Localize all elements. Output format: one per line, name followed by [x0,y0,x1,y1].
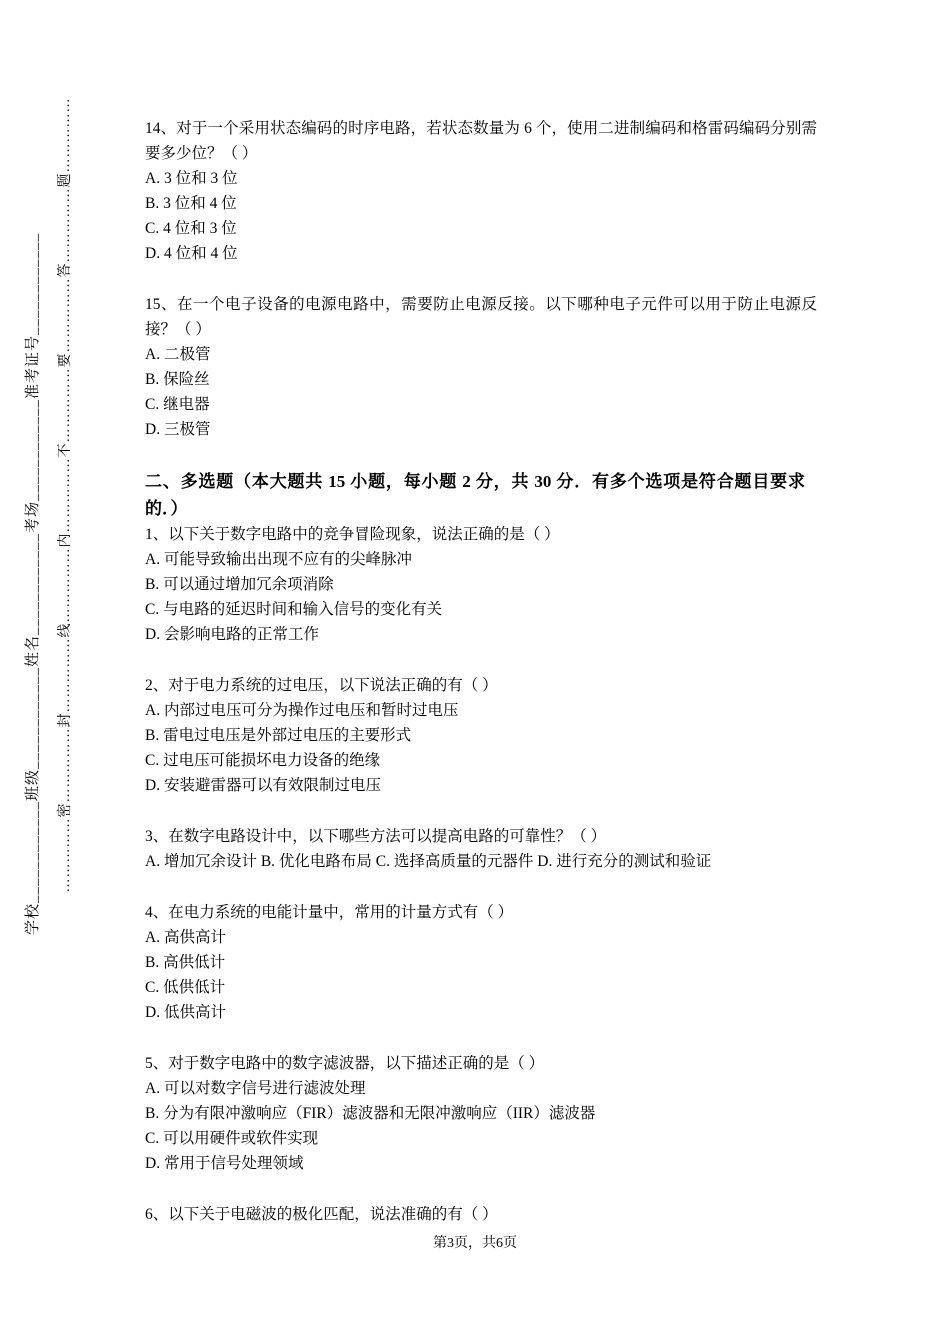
question-15-option-c: C. 继电器 [145,396,210,413]
exam-content [145,116,817,1227]
multi-question-2-option-c: C. 过电压可能损坏电力设备的绝缘 [145,752,381,769]
multi-question-1-option-d: D. 会影响电路的正常工作 [145,626,319,643]
question-15-option-b: B. 保险丝 [145,371,210,388]
multi-question-1-option-a: A. 可能导致输出出现不应有的尖峰脉冲 [145,551,412,568]
question-14-option-c: C. 4 位和 3 位 [145,220,237,237]
question-15-option-a: A. 二极管 [145,346,211,363]
multi-question-4-option-a: A. 高供高计 [145,929,226,946]
question-15-option-d: D. 三极管 [145,421,211,438]
student-info-fields: 学校____________班级____________姓名____________考场____________准考证号____________ [25,232,41,935]
page-footer: 第3页，共6页 [433,1236,517,1251]
multi-question-1-option-c: C. 与电路的延迟时间和输入信号的变化有关 [145,601,443,618]
multi-question-1-stem: 1、以下关于数字电路中的竞争冒险现象，说法正确的是（ ） [145,526,560,543]
multi-question-3 [145,824,817,874]
multi-question-4-option-d: D. 低供高计 [145,1004,226,1021]
question-14-stem: 14、对于一个采用状态编码的时序电路，若状态数量为 6 个，使用二进制编码和格雷码编码分别需要多少位？（ ） [145,120,817,162]
multi-question-3-stem: 3、在数字电路设计中，以下哪些方法可以提高电路的可靠性？（ ） [145,828,607,845]
multi-question-2-option-a: A. 内部过电压可分为操作过电压和暂时过电压 [145,702,459,719]
multi-question-5-option-b: B. 分为有限冲激响应（FIR）滤波器和无限冲激响应（IIR）滤波器 [145,1105,596,1122]
multi-question-6 [145,1202,817,1227]
question-14 [145,116,817,266]
multi-question-5 [145,1051,817,1176]
multi-question-2-stem: 2、对于电力系统的过电压，以下说法正确的有（ ） [145,677,498,694]
multi-question-5-stem: 5、对于数字电路中的数字滤波器，以下描述正确的是（ ） [145,1055,545,1072]
section-2-title: 二、多选题（本大题共 15 小题，每小题 2 分，共 30 分．有多个选项是符合题目要求的．） [145,472,805,518]
multi-question-1 [145,522,817,647]
multi-question-2-option-b: B. 雷电过电压是外部过电压的主要形式 [145,727,412,744]
multi-question-2-option-d: D. 安装避雷器可以有效限制过电压 [145,777,381,794]
multi-question-1-option-b: B. 可以通过增加冗余项消除 [145,576,334,593]
multi-question-5-option-c: C. 可以用硬件或软件实现 [145,1130,319,1147]
multi-question-5-option-a: A. 可以对数字信号进行滤波处理 [145,1080,366,1097]
question-15 [145,292,817,442]
multi-question-5-option-d: D. 常用于信号处理领域 [145,1155,304,1172]
question-15-stem: 15、在一个电子设备的电源电路中，需要防止电源反接。以下哪种电子元件可以用于防止电源反接？（ ） [145,296,817,338]
multi-question-4 [145,900,817,1025]
multi-question-4-option-b: B. 高供低计 [145,954,226,971]
multi-question-4-stem: 4、在电力系统的电能计量中，常用的计量方式有（ ） [145,904,514,921]
multi-question-3-options-inline: A. 增加冗余设计 B. 优化电路布局 C. 选择高质量的元器件 D. 进行充分的测试和验证 [145,853,712,870]
question-14-option-d: D. 4 位和 4 位 [145,245,238,262]
seal-line-text: ……………密……………封……………线……………内……………不……………要……………答……………题…………… [58,97,73,893]
multi-question-6-stem: 6、以下关于电磁波的极化匹配，说法准确的有（ ） [145,1206,498,1223]
multi-question-4-option-c: C. 低供低计 [145,979,226,996]
multi-question-2 [145,673,817,798]
question-14-option-a: A. 3 位和 3 位 [145,170,238,187]
question-14-option-b: B. 3 位和 4 位 [145,195,237,212]
